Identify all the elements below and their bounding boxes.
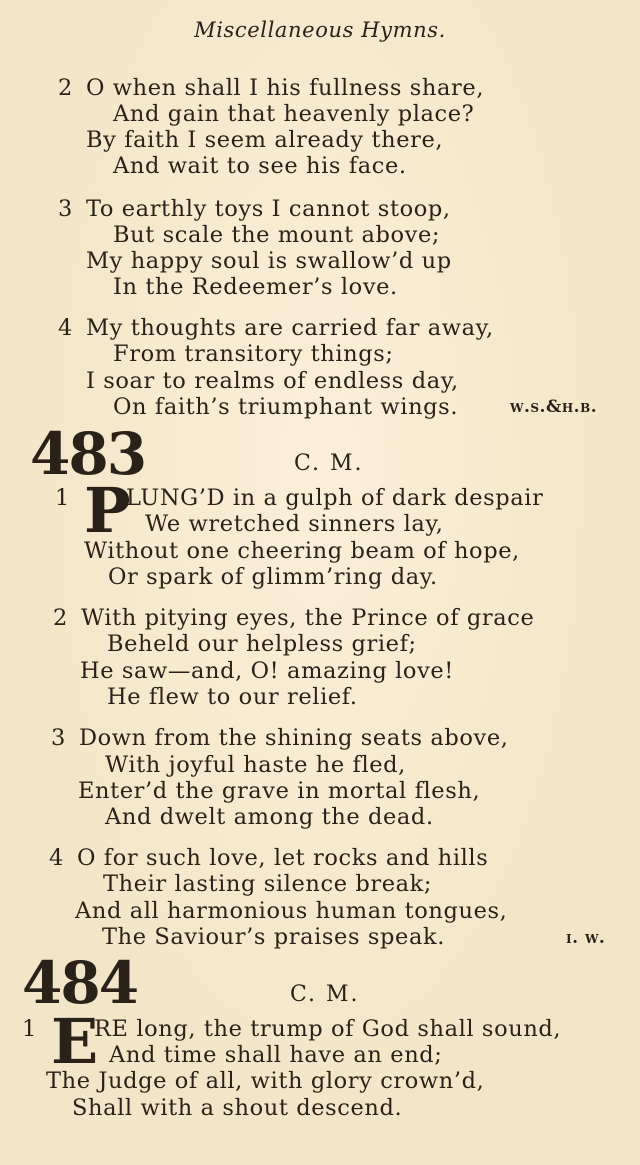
verse-line: To earthly toys I cannot stoop, xyxy=(86,196,451,222)
verse-line: Shall with a shout descend. xyxy=(72,1095,403,1121)
verse-line: Beheld our helpless grief; xyxy=(107,631,417,657)
stanza-number: 3 xyxy=(58,196,73,222)
verse-line: Without one cheering beam of hope, xyxy=(84,538,520,564)
verse-line: And dwelt among the dead. xyxy=(105,804,434,830)
verse-line: He flew to our relief. xyxy=(107,684,358,710)
verse-line: And wait to see his face. xyxy=(113,153,407,179)
verse-line: RE long, the trump of God shall sound, xyxy=(94,1016,562,1042)
stanza-number: 4 xyxy=(58,315,73,341)
verse-line: O for such love, let rocks and hills xyxy=(77,845,489,871)
verse-line: Their lasting silence break; xyxy=(103,871,433,897)
running-header: Miscellaneous Hymns. xyxy=(194,18,446,42)
verse-line: I soar to realms of endless day, xyxy=(86,368,459,394)
drop-cap: E xyxy=(51,1005,99,1078)
verse-line: On faith’s triumphant wings. xyxy=(113,394,459,420)
stanza-number: 4 xyxy=(49,845,64,871)
verse-line: Down from the shining seats above, xyxy=(79,725,509,751)
verse-line: The Saviour’s praises speak. xyxy=(102,924,445,950)
verse-line: From transitory things; xyxy=(113,341,394,367)
stanza-number: 3 xyxy=(51,725,66,751)
verse-line: With joyful haste he fled, xyxy=(105,752,406,778)
hymn-meter: C. M. xyxy=(294,451,364,476)
hymn-number: 483 xyxy=(30,420,146,488)
hymn-meter: C. M. xyxy=(290,982,360,1007)
verse-line: With pitying eyes, the Prince of grace xyxy=(81,605,535,631)
verse-line: In the Redeemer’s love. xyxy=(113,274,398,300)
verse-line: And all harmonious human tongues, xyxy=(75,898,508,924)
verse-line: And gain that heavenly place? xyxy=(113,101,475,127)
hymn-number: 484 xyxy=(22,949,138,1017)
verse-line: O when shall I his fullness share, xyxy=(86,75,485,101)
stanza-number: 2 xyxy=(53,605,68,631)
verse-line: By faith I seem already there, xyxy=(86,127,444,153)
verse-line: Or spark of glimm’ring day. xyxy=(108,564,438,590)
verse-line: LUNG’D in a gulph of dark despair xyxy=(126,485,544,511)
verse-line: But scale the mount above; xyxy=(113,222,441,248)
verse-line: My thoughts are carried far away, xyxy=(86,315,494,341)
stanza-number: 2 xyxy=(58,75,73,101)
verse-line: And time shall have an end; xyxy=(109,1042,443,1068)
verse-line: My happy soul is swallow’d up xyxy=(86,248,452,274)
stanza-number: 1 xyxy=(55,485,70,511)
verse-line: We wretched sinners lay, xyxy=(145,511,444,537)
author-attribution: i. w. xyxy=(566,928,606,948)
author-attribution: w.s.&h.b. xyxy=(510,397,598,417)
verse-line: He saw—and, O! amazing love! xyxy=(80,658,454,684)
verse-line: Enter’d the grave in mortal flesh, xyxy=(78,778,481,804)
stanza-number: 1 xyxy=(22,1016,37,1042)
drop-cap: P xyxy=(84,474,131,547)
verse-line: The Judge of all, with glory crown’d, xyxy=(46,1068,485,1094)
